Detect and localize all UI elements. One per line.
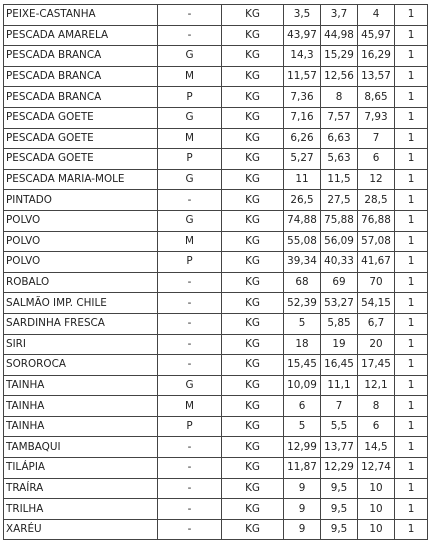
max-price-cell: 4 [358,5,395,26]
size-cell: - [158,25,222,46]
size-cell: - [158,5,222,26]
size-cell: M [158,231,222,252]
unit-cell: KG [222,293,284,314]
max-price-cell: 70 [358,272,395,293]
max-price-cell: 6 [358,149,395,170]
week-cell: 1 [395,66,428,87]
week-cell: 1 [395,499,428,520]
size-cell: M [158,66,222,87]
max-price-cell: 7 [358,128,395,149]
avg-price-cell: 6,63 [321,128,358,149]
table-row [4,499,428,520]
product-name-cell: PESCADA BRANCA [4,87,158,108]
size-cell: P [158,149,222,170]
product-name-cell: TRAÍRA [4,478,158,499]
table-row [4,375,428,396]
avg-price-cell: 56,09 [321,231,358,252]
week-cell: 1 [395,128,428,149]
table-row [4,355,428,376]
week-cell: 1 [395,210,428,231]
avg-price-cell: 40,33 [321,252,358,273]
size-cell: G [158,107,222,128]
product-name-cell: TAINHA [4,396,158,417]
table-row [4,293,428,314]
max-price-cell: 54,15 [358,293,395,314]
unit-cell: KG [222,416,284,437]
size-cell: - [158,458,222,479]
avg-price-cell: 69 [321,272,358,293]
size-cell: - [158,478,222,499]
unit-cell: KG [222,334,284,355]
unit-cell: KG [222,128,284,149]
table-row [4,210,428,231]
max-price-cell: 10 [358,519,395,540]
product-name-cell: XARÉU [4,519,158,540]
max-price-cell: 76,88 [358,210,395,231]
table-row [4,231,428,252]
table-row [4,128,428,149]
min-price-cell: 11,87 [284,458,321,479]
unit-cell: KG [222,46,284,67]
min-price-cell: 5 [284,416,321,437]
table-row [4,313,428,334]
table-row [4,25,428,46]
week-cell: 1 [395,231,428,252]
table-row [4,396,428,417]
size-cell: - [158,293,222,314]
max-price-cell: 45,97 [358,25,395,46]
unit-cell: KG [222,272,284,293]
product-name-cell: PESCADA GOETE [4,149,158,170]
table-row [4,252,428,273]
price-table-container [3,4,428,540]
product-name-cell: PESCADA GOETE [4,107,158,128]
unit-cell: KG [222,5,284,26]
max-price-cell: 17,45 [358,355,395,376]
product-name-cell: PINTADO [4,190,158,211]
week-cell: 1 [395,25,428,46]
product-name-cell: POLVO [4,252,158,273]
avg-price-cell: 16,45 [321,355,358,376]
avg-price-cell: 5,5 [321,416,358,437]
table-row [4,416,428,437]
unit-cell: KG [222,499,284,520]
min-price-cell: 9 [284,499,321,520]
min-price-cell: 74,88 [284,210,321,231]
unit-cell: KG [222,478,284,499]
avg-price-cell: 8 [321,87,358,108]
product-name-cell: PESCADA BRANCA [4,46,158,67]
table-row [4,272,428,293]
table-row [4,478,428,499]
unit-cell: KG [222,190,284,211]
avg-price-cell: 9,5 [321,519,358,540]
week-cell: 1 [395,313,428,334]
max-price-cell: 8 [358,396,395,417]
avg-price-cell: 5,85 [321,313,358,334]
min-price-cell: 5,27 [284,149,321,170]
min-price-cell: 9 [284,478,321,499]
product-name-cell: TRILHA [4,499,158,520]
min-price-cell: 9 [284,519,321,540]
week-cell: 1 [395,149,428,170]
unit-cell: KG [222,231,284,252]
price-table-body [4,5,428,540]
size-cell: P [158,416,222,437]
table-row [4,334,428,355]
max-price-cell: 13,57 [358,66,395,87]
product-name-cell: TAINHA [4,375,158,396]
max-price-cell: 6 [358,416,395,437]
product-name-cell: SIRI [4,334,158,355]
max-price-cell: 20 [358,334,395,355]
max-price-cell: 8,65 [358,87,395,108]
min-price-cell: 15,45 [284,355,321,376]
week-cell: 1 [395,458,428,479]
week-cell: 1 [395,87,428,108]
max-price-cell: 10 [358,499,395,520]
min-price-cell: 5 [284,313,321,334]
product-name-cell: POLVO [4,231,158,252]
table-row [4,66,428,87]
size-cell: G [158,169,222,190]
avg-price-cell: 9,5 [321,499,358,520]
min-price-cell: 7,16 [284,107,321,128]
size-cell: M [158,128,222,149]
table-row [4,519,428,540]
size-cell: G [158,210,222,231]
price-table [3,4,428,540]
min-price-cell: 7,36 [284,87,321,108]
max-price-cell: 41,67 [358,252,395,273]
max-price-cell: 10 [358,478,395,499]
product-name-cell: PESCADA GOETE [4,128,158,149]
avg-price-cell: 44,98 [321,25,358,46]
avg-price-cell: 75,88 [321,210,358,231]
product-name-cell: PESCADA AMARELA [4,25,158,46]
min-price-cell: 6,26 [284,128,321,149]
product-name-cell: SALMÃO IMP. CHILE [4,293,158,314]
unit-cell: KG [222,169,284,190]
product-name-cell: ROBALO [4,272,158,293]
unit-cell: KG [222,355,284,376]
week-cell: 1 [395,252,428,273]
avg-price-cell: 12,56 [321,66,358,87]
min-price-cell: 18 [284,334,321,355]
size-cell: - [158,334,222,355]
max-price-cell: 28,5 [358,190,395,211]
product-name-cell: PESCADA BRANCA [4,66,158,87]
max-price-cell: 16,29 [358,46,395,67]
max-price-cell: 6,7 [358,313,395,334]
unit-cell: KG [222,375,284,396]
min-price-cell: 68 [284,272,321,293]
week-cell: 1 [395,334,428,355]
unit-cell: KG [222,107,284,128]
size-cell: G [158,46,222,67]
table-row [4,190,428,211]
week-cell: 1 [395,396,428,417]
week-cell: 1 [395,107,428,128]
min-price-cell: 6 [284,396,321,417]
size-cell: P [158,87,222,108]
table-row [4,107,428,128]
week-cell: 1 [395,272,428,293]
week-cell: 1 [395,478,428,499]
product-name-cell: PESCADA MARIA-MOLE [4,169,158,190]
avg-price-cell: 3,7 [321,5,358,26]
table-row [4,458,428,479]
avg-price-cell: 19 [321,334,358,355]
table-row [4,149,428,170]
week-cell: 1 [395,375,428,396]
min-price-cell: 3,5 [284,5,321,26]
min-price-cell: 52,39 [284,293,321,314]
week-cell: 1 [395,293,428,314]
unit-cell: KG [222,149,284,170]
table-row [4,169,428,190]
avg-price-cell: 53,27 [321,293,358,314]
table-row [4,87,428,108]
size-cell: - [158,190,222,211]
avg-price-cell: 9,5 [321,478,358,499]
week-cell: 1 [395,46,428,67]
week-cell: 1 [395,437,428,458]
max-price-cell: 12,74 [358,458,395,479]
size-cell: P [158,252,222,273]
min-price-cell: 11,57 [284,66,321,87]
size-cell: - [158,519,222,540]
avg-price-cell: 12,29 [321,458,358,479]
product-name-cell: TAINHA [4,416,158,437]
unit-cell: KG [222,66,284,87]
table-row [4,46,428,67]
table-row [4,5,428,26]
avg-price-cell: 5,63 [321,149,358,170]
max-price-cell: 14,5 [358,437,395,458]
avg-price-cell: 27,5 [321,190,358,211]
min-price-cell: 55,08 [284,231,321,252]
max-price-cell: 12 [358,169,395,190]
size-cell: - [158,272,222,293]
min-price-cell: 11 [284,169,321,190]
product-name-cell: PEIXE-CASTANHA [4,5,158,26]
product-name-cell: TILÁPIA [4,458,158,479]
min-price-cell: 10,09 [284,375,321,396]
table-row [4,437,428,458]
size-cell: - [158,499,222,520]
week-cell: 1 [395,416,428,437]
size-cell: G [158,375,222,396]
max-price-cell: 57,08 [358,231,395,252]
min-price-cell: 43,97 [284,25,321,46]
unit-cell: KG [222,25,284,46]
product-name-cell: POLVO [4,210,158,231]
min-price-cell: 12,99 [284,437,321,458]
avg-price-cell: 7 [321,396,358,417]
size-cell: M [158,396,222,417]
unit-cell: KG [222,252,284,273]
max-price-cell: 7,93 [358,107,395,128]
unit-cell: KG [222,210,284,231]
week-cell: 1 [395,519,428,540]
unit-cell: KG [222,313,284,334]
week-cell: 1 [395,5,428,26]
avg-price-cell: 11,5 [321,169,358,190]
product-name-cell: SOROROCA [4,355,158,376]
week-cell: 1 [395,355,428,376]
avg-price-cell: 13,77 [321,437,358,458]
unit-cell: KG [222,519,284,540]
avg-price-cell: 7,57 [321,107,358,128]
unit-cell: KG [222,87,284,108]
min-price-cell: 26,5 [284,190,321,211]
size-cell: - [158,437,222,458]
avg-price-cell: 11,1 [321,375,358,396]
size-cell: - [158,355,222,376]
min-price-cell: 39,34 [284,252,321,273]
unit-cell: KG [222,437,284,458]
min-price-cell: 14,3 [284,46,321,67]
product-name-cell: SARDINHA FRESCA [4,313,158,334]
size-cell: - [158,313,222,334]
avg-price-cell: 15,29 [321,46,358,67]
unit-cell: KG [222,458,284,479]
week-cell: 1 [395,190,428,211]
max-price-cell: 12,1 [358,375,395,396]
unit-cell: KG [222,396,284,417]
product-name-cell: TAMBAQUI [4,437,158,458]
week-cell: 1 [395,169,428,190]
